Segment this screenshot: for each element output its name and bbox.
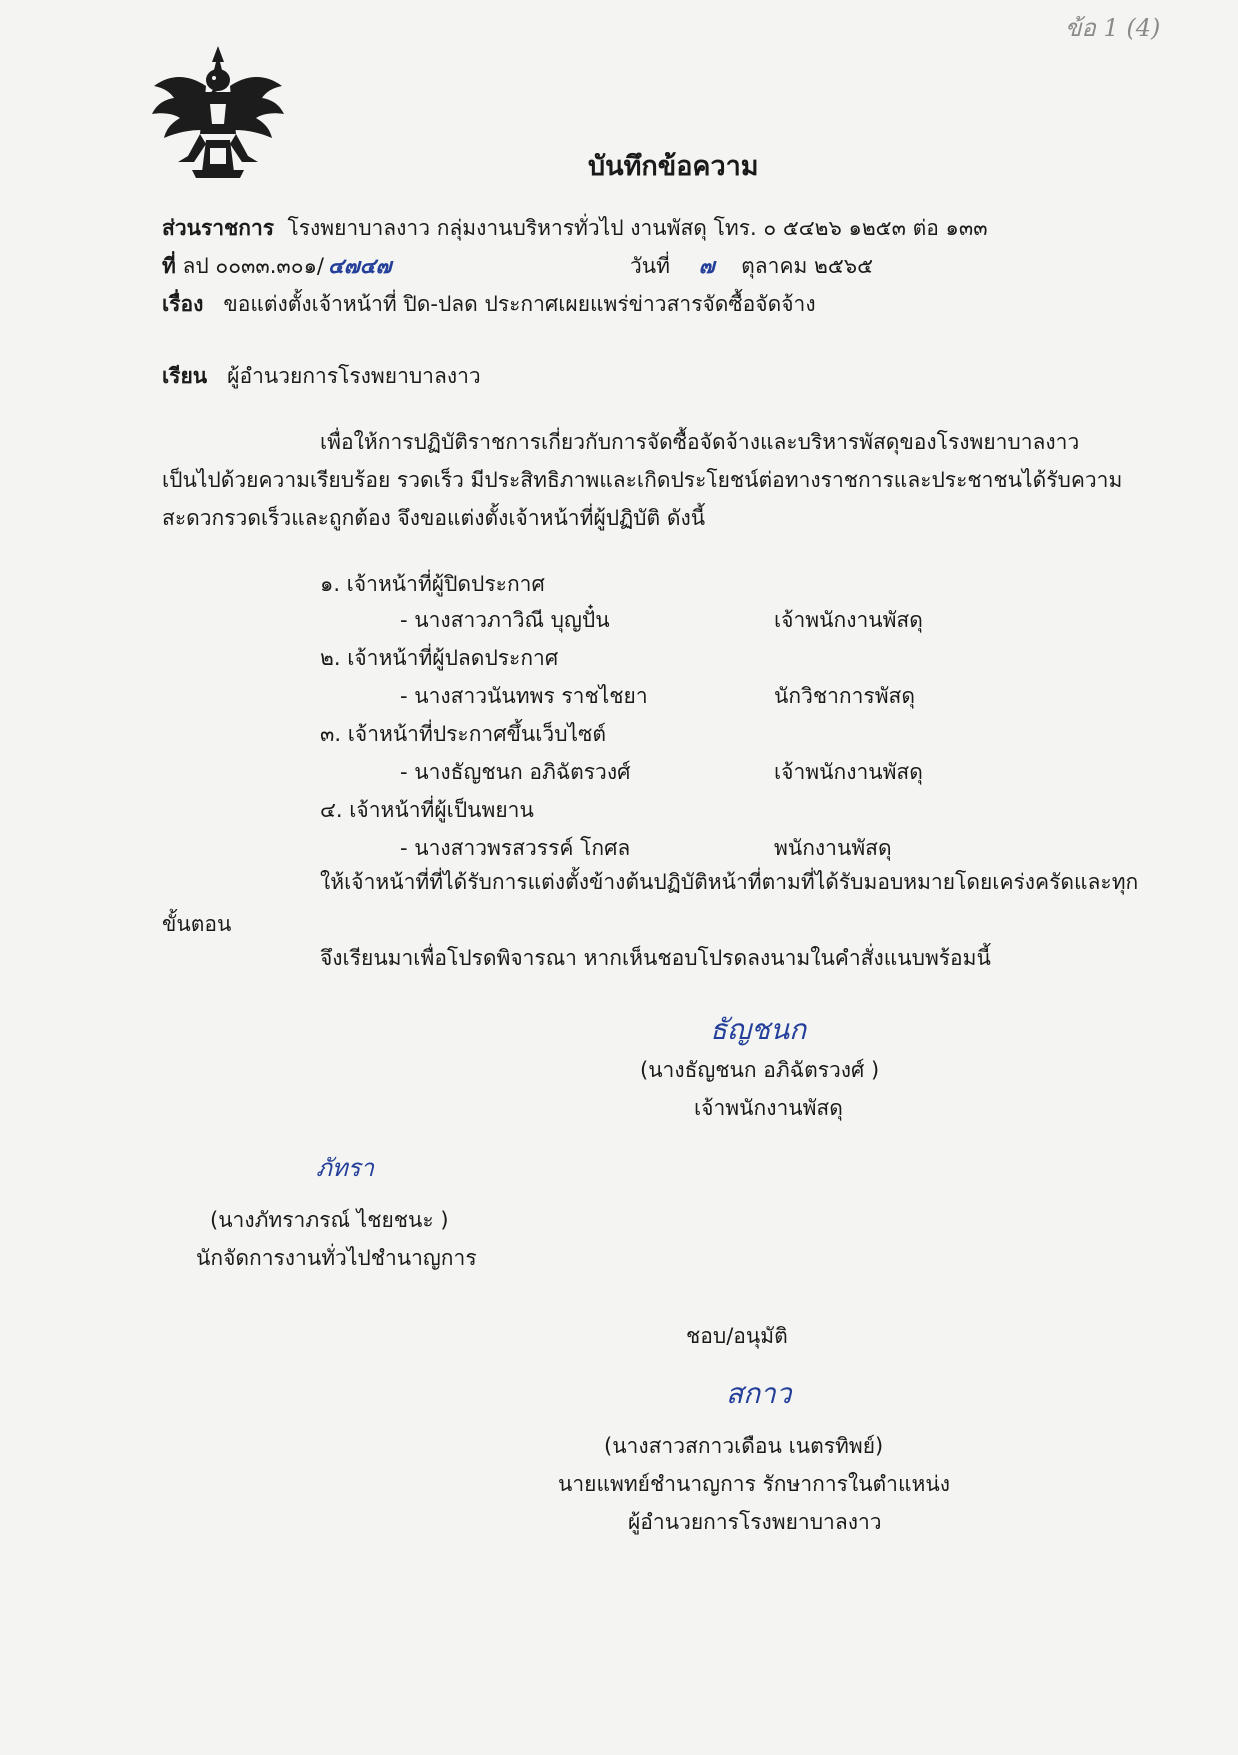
date-month-year: ตุลาคม ๒๕๖๕: [741, 254, 873, 278]
item-name: - นางสาวพรสวรรค์ โกศล: [400, 836, 631, 860]
approval-label: ชอบ/อนุมัติ: [686, 1324, 788, 1348]
reference-value: ลป ๐๐๓๓.๓๐๑/: [182, 254, 325, 278]
item-name: - นางธัญชนก อภิฉัตรวงศ์: [400, 760, 631, 784]
agency-row: [162, 214, 988, 242]
subject-value: ขอแต่งตั้งเจ้าหน้าที่ ปิด-ปลด ประกาศเผยแพร่ข่าวสารจัดซื้อจัดจ้าง: [223, 292, 816, 316]
subject-label: เรื่อง: [162, 292, 204, 316]
body-para2-line1: ให้เจ้าหน้าที่ที่ได้รับการแต่งตั้งข้างต้นปฏิบัติหน้าที่ตามที่ได้รับมอบหมายโดยเคร่งครัดและทุก: [320, 870, 1139, 894]
garuda-emblem-icon: [148, 44, 288, 184]
item-heading: ๒. เจ้าหน้าที่ผู้ปลดประกาศ: [320, 646, 559, 670]
approval-name: (นางสาวสกาวเดือน เนตรทิพย์): [604, 1434, 884, 1458]
reference-row: [162, 252, 391, 280]
reference-handwritten: ๔๗๔๗: [328, 253, 392, 278]
date-row: [630, 252, 873, 280]
date-day: ๗: [698, 253, 715, 278]
item-position: เจ้าพนักงานพัสดุ: [774, 608, 923, 632]
salutation-value: ผู้อำนวยการโรงพยาบาลงาว: [227, 364, 481, 388]
item-name: - นางสาวภาวิณี บุญปั๋น: [400, 608, 610, 632]
corner-note: ข้อ 1 (4): [1065, 14, 1161, 42]
body-para1-line1: เพื่อให้การปฏิบัติราชการเกี่ยวกับการจัดซื้อจัดจ้างและบริหารพัสดุของโรงพยาบาลงาว: [320, 430, 1080, 454]
approval-signature: สกาว: [726, 1377, 792, 1410]
body-para3: จึงเรียนมาเพื่อโปรดพิจารณา หากเห็นชอบโปรดลงนามในคำสั่งแนบพร้อมนี้: [320, 946, 991, 970]
item-heading: ๔. เจ้าหน้าที่ผู้เป็นพยาน: [320, 798, 534, 822]
item-position: เจ้าพนักงานพัสดุ: [774, 760, 923, 784]
signer2-name: (นางภัทราภรณ์ ไชยชนะ ): [210, 1208, 449, 1232]
item-position: พนักงานพัสดุ: [774, 836, 892, 860]
item-position: นักวิชาการพัสดุ: [774, 684, 915, 708]
approval-position-line1: นายแพทย์ชำนาญการ รักษาการในตำแหน่ง: [558, 1472, 950, 1496]
body-para1-line2: เป็นไปด้วยความเรียบร้อย รวดเร็ว มีประสิทธิภาพและเกิดประโยชน์ต่อทางราชการและประชาชนได้รับความ: [162, 468, 1123, 492]
salutation-label: เรียน: [162, 364, 208, 388]
item-heading: ๓. เจ้าหน้าที่ประกาศขึ้นเว็บไซต์: [320, 722, 607, 746]
body-para2-line2: ขั้นตอน: [162, 912, 232, 936]
signer1-name: (นางธัญชนก อภิฉัตรวงศ์ ): [640, 1058, 880, 1082]
signer2-signature: ภัทรา: [316, 1154, 375, 1182]
subject-row: [162, 290, 816, 318]
signer2-position: นักจัดการงานทั่วไปชำนาญการ: [196, 1246, 477, 1270]
signer1-signature: ธัญชนก: [710, 1013, 807, 1046]
signer1-position: เจ้าพนักงานพัสดุ: [694, 1096, 843, 1120]
agency-label: ส่วนราชการ: [162, 216, 275, 240]
date-label: วันที่: [630, 254, 670, 278]
item-heading: ๑. เจ้าหน้าที่ผู้ปิดประกาศ: [320, 572, 545, 596]
agency-value: โรงพยาบาลงาว กลุ่มงานบริหารทั่วไป งานพัสดุ โทร. ๐ ๕๔๒๖ ๑๒๕๓ ต่อ ๑๓๓: [287, 216, 988, 240]
document-title: บันทึกข้อความ: [588, 151, 759, 182]
body-para1-line3: สะดวกรวดเร็วและถูกต้อง จึงขอแต่งตั้งเจ้าหน้าที่ผู้ปฏิบัติ ดังนี้: [162, 506, 706, 530]
reference-label: ที่: [162, 254, 176, 278]
approval-position-line2: ผู้อำนวยการโรงพยาบาลงาว: [628, 1510, 882, 1534]
item-name: - นางสาวนันทพร ราชไชยา: [400, 684, 648, 708]
salutation-row: [162, 362, 481, 390]
